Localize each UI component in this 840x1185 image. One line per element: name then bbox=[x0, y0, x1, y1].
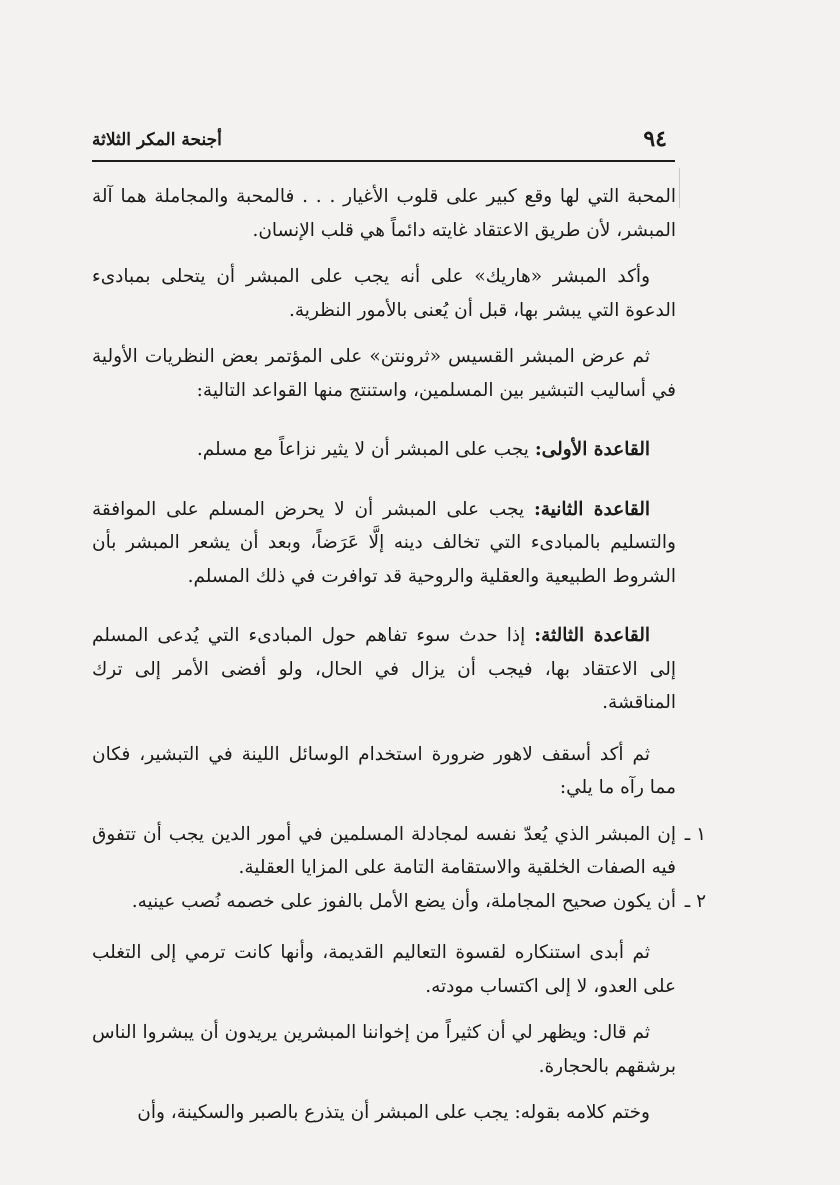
list-number-1: ١ ـ bbox=[684, 823, 706, 845]
rule-first bbox=[92, 433, 676, 467]
page-header bbox=[92, 126, 675, 162]
page-number: ٩٤ bbox=[643, 126, 667, 152]
rule-second bbox=[92, 493, 676, 594]
paragraph-old-teachings: ثم أبدى استنكاره لقسوة التعاليم القديمة، وأنها كانت ترمي إلى التغلب على العدو، لا إلى اكتساب مودته. bbox=[92, 942, 676, 997]
rule-first-label: القاعدة الأولى: bbox=[534, 439, 650, 460]
rule-second-text: يجب على المبشر أن لا يحرض المسلم على الموافقة والتسليم بالمبادىء التي تخالف دينه إلَّا عَرَضاً، وبعد أن يشعر المبشر بأن الشروط الطبيعية والعقلية والروحية قد توافرت في ذلك المسلم. bbox=[92, 498, 676, 587]
rule-second-label: القاعدة الثانية: bbox=[533, 498, 650, 520]
list-text-1: إن المبشر الذي يُعدّ نفسه لمجادلة المسلمين في أمور الدين يجب أن تتفوق فيه الصفات الخلقية والاستقامة التامة على المزايا العقلية. bbox=[92, 823, 676, 878]
paragraph-love-courtesy: المحبة التي لها وقع كبير على قلوب الأغيار . . . فالمحبة والمجاملة هما آلة المبشر، لأن طريق الاعتقاد غايته دائماً هي قلب الإنسان. bbox=[92, 186, 676, 241]
list-item-2 bbox=[92, 885, 706, 919]
paragraph-stones: ثم قال: ويظهر لي أن كثيراً من إخواننا المبشرين يريدون أن يبشروا الناس برشقهم بالحجارة. bbox=[92, 1022, 676, 1077]
running-title: أجنحة المكر الثلاثة bbox=[92, 130, 222, 150]
rule-first-text: يجب على المبشر أن لا يثير نزاعاً مع مسلم. bbox=[196, 439, 529, 460]
paragraph-patience: وختم كلامه بقوله: يجب على المبشر أن يتذرع بالصبر والسكينة، وأن bbox=[137, 1102, 650, 1123]
rule-third-text: إذا حدث سوء تفاهم حول المبادىء التي يُدعى المسلم إلى الاعتقاد بها، فيجب أن يزال في الحال، ولو أفضى الأمر إلى ترك المناقشة. bbox=[92, 625, 676, 713]
page-body bbox=[92, 180, 706, 1130]
list-item-1 bbox=[92, 818, 706, 885]
list-number-2: ٢ ـ bbox=[684, 890, 706, 912]
list-text-2: أن يكون صحيح المجاملة، وأن يضع الأمل بالفوز على خصمه نُصب عينيه. bbox=[131, 890, 676, 912]
margin-rule bbox=[679, 168, 680, 208]
paragraph-lahore-bishop: ثم أكد أسقف لاهور ضرورة استخدام الوسائل اللينة في التبشير، فكان مما رآه ما يلي: bbox=[92, 743, 676, 798]
rule-third-label: القاعدة الثالثة: bbox=[534, 625, 650, 646]
rule-third bbox=[92, 619, 676, 720]
paragraph-thornton: ثم عرض المبشر القسيس «ثرونتن» على المؤتمر بعض النظريات الأولية في أساليب التبشير بين المسلمين، واستنتج منها القواعد التالية: bbox=[92, 346, 676, 401]
paragraph-harrik: وأكد المبشر «هاريك» على أنه يجب على المبشر أن يتحلى بمبادىء الدعوة التي يبشر بها، قبل أن يُعنى بالأمور النظرية. bbox=[92, 266, 676, 321]
